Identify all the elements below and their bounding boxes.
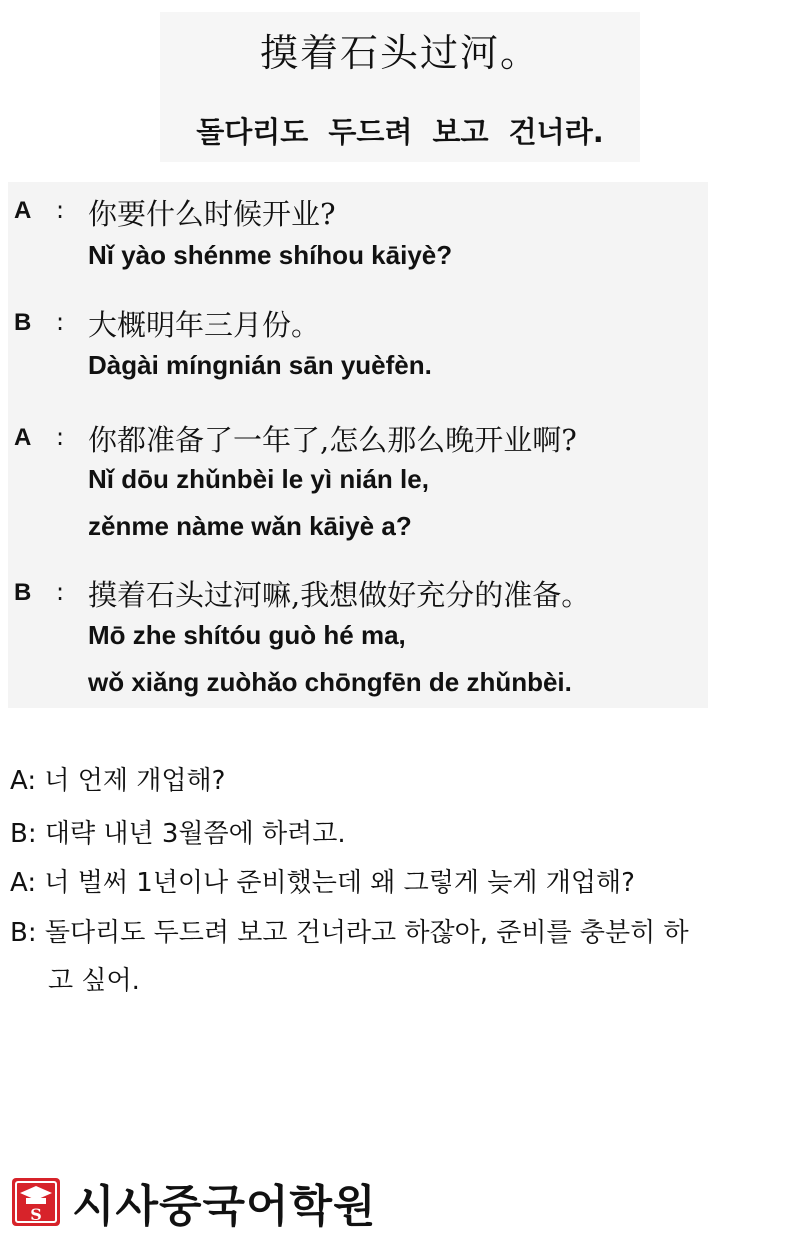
speaker-label: B xyxy=(14,579,32,606)
translation-line: B: 대략 내년 3월쯤에 하려고. xyxy=(10,819,346,849)
translation-line: A: 너 언제 개업해? xyxy=(10,766,226,796)
dialogue-chinese: 你都准备了一年了,怎么那么晚开业啊? xyxy=(88,423,577,457)
dialogue-pinyin: Mō zhe shítóu guò hé ma, xyxy=(88,620,406,650)
sisa-academy-logo-icon xyxy=(10,1176,62,1228)
translation-line: B: 돌다리도 두드려 보고 건너라고 하잖아, 준비를 충분히 하 xyxy=(10,918,689,948)
dialogue-pinyin: wǒ xiǎng zuòhǎo chōngfēn de zhǔnbèi. xyxy=(88,667,572,697)
speaker-colon: : xyxy=(56,196,65,224)
svg-text:S: S xyxy=(30,1205,42,1224)
speaker-label: B xyxy=(14,309,32,336)
dialogue-pinyin: Dàgài míngnián sān yuèfèn. xyxy=(88,350,432,380)
dialogue-chinese: 大概明年三月份。 xyxy=(88,308,321,342)
idiom-chinese: 摸着石头过河。 xyxy=(259,31,540,75)
dialogue-chinese: 摸着石头过河嘛,我想做好充分的准备。 xyxy=(88,578,591,612)
dialogue-pinyin: Nǐ dōu zhǔnbèi le yì nián le, xyxy=(88,464,429,494)
speaker-label: A xyxy=(14,424,32,451)
academy-logo xyxy=(10,1172,377,1232)
speaker-colon: : xyxy=(56,578,65,606)
dialogue-chinese: 你要什么时候开业? xyxy=(88,197,336,231)
translation-line: 고 싶어. xyxy=(48,966,140,996)
speaker-label: A xyxy=(14,197,32,224)
speaker-colon: : xyxy=(56,308,65,336)
dialogue-pinyin: Nǐ yào shénme shíhou kāiyè? xyxy=(88,240,453,270)
academy-name: 시사중국어학원 xyxy=(72,1181,377,1232)
idiom-korean: 돌다리도 두드려 보고 건너라. xyxy=(196,115,604,149)
translation-line: A: 너 벌써 1년이나 준비했는데 왜 그렇게 늦게 개업해? xyxy=(10,868,635,898)
dialogue-pinyin: zěnme nàme wǎn kāiyè a? xyxy=(88,511,412,541)
speaker-colon: : xyxy=(56,423,65,451)
